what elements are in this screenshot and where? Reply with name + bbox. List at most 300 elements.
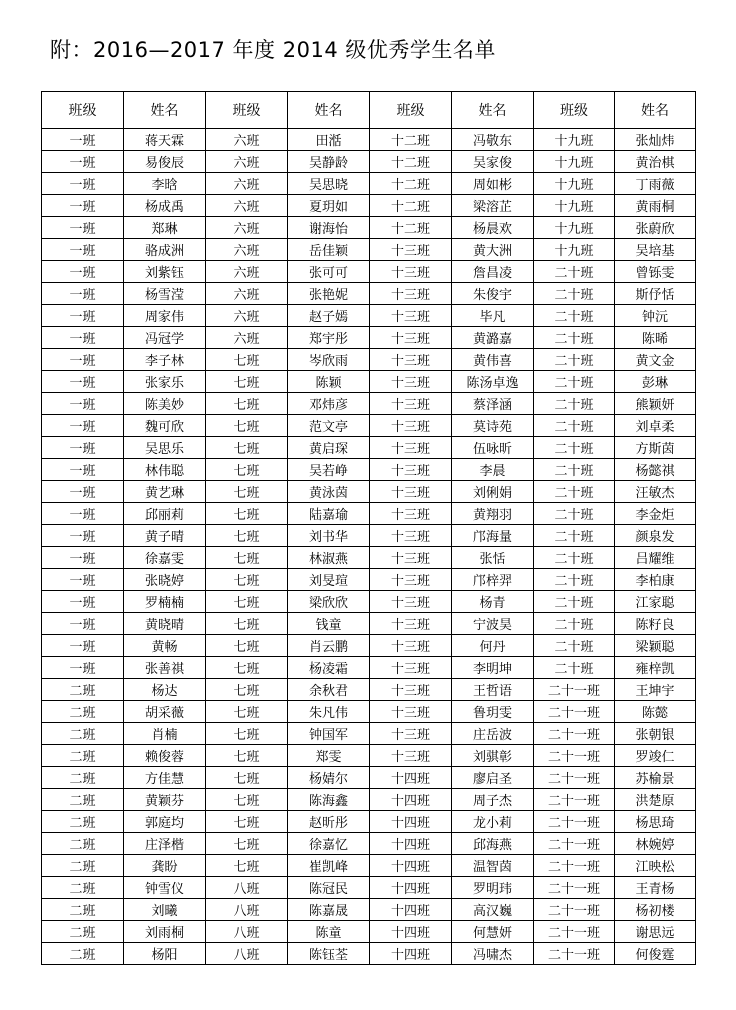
student-name-cell: 杨凌霜 — [288, 657, 370, 679]
student-name-cell: 林淑燕 — [288, 547, 370, 569]
student-name-cell: 雍梓凯 — [615, 657, 696, 679]
student-name-cell: 冯冠学 — [124, 327, 206, 349]
class-cell: 七班 — [206, 723, 288, 745]
student-name-cell: 刘曦 — [124, 899, 206, 921]
student-name-cell: 蒋天霖 — [124, 129, 206, 151]
student-name-cell: 梁欣欣 — [288, 591, 370, 613]
class-cell: 七班 — [206, 393, 288, 415]
class-cell: 七班 — [206, 503, 288, 525]
student-name-cell: 张恬 — [452, 547, 534, 569]
student-name-cell: 李晗 — [124, 173, 206, 195]
class-cell: 二十班 — [534, 261, 615, 283]
class-cell: 七班 — [206, 613, 288, 635]
class-cell: 二十一班 — [534, 877, 615, 899]
student-name-cell: 林婉婷 — [615, 833, 696, 855]
class-cell: 二班 — [42, 833, 124, 855]
student-name-cell: 龙小莉 — [452, 811, 534, 833]
student-name-cell: 杨阳 — [124, 943, 206, 965]
table-row — [42, 283, 696, 305]
class-cell: 十三班 — [370, 723, 452, 745]
student-name-cell: 杨晨欢 — [452, 217, 534, 239]
table-row — [42, 899, 696, 921]
class-cell: 十四班 — [370, 855, 452, 877]
student-name-cell: 黄艺琳 — [124, 481, 206, 503]
class-cell: 十三班 — [370, 371, 452, 393]
student-name-cell: 朱凡伟 — [288, 701, 370, 723]
class-cell: 二班 — [42, 877, 124, 899]
table-row — [42, 459, 696, 481]
class-cell: 十二班 — [370, 173, 452, 195]
student-name-cell: 岑欣雨 — [288, 349, 370, 371]
class-cell: 六班 — [206, 305, 288, 327]
class-cell: 十三班 — [370, 305, 452, 327]
class-cell: 二十班 — [534, 349, 615, 371]
table-row — [42, 767, 696, 789]
table-row — [42, 591, 696, 613]
class-cell: 一班 — [42, 635, 124, 657]
class-cell: 十二班 — [370, 129, 452, 151]
column-header-class: 班级 — [42, 92, 124, 129]
class-cell: 七班 — [206, 459, 288, 481]
student-name-cell: 邝梓羿 — [452, 569, 534, 591]
student-name-cell: 周家伟 — [124, 305, 206, 327]
student-name-cell: 肖楠 — [124, 723, 206, 745]
student-name-cell: 王青杨 — [615, 877, 696, 899]
class-cell: 一班 — [42, 151, 124, 173]
student-name-cell: 黄启琛 — [288, 437, 370, 459]
student-name-cell: 鲁玥雯 — [452, 701, 534, 723]
table-row — [42, 877, 696, 899]
student-name-cell: 罗明玮 — [452, 877, 534, 899]
student-name-cell: 钱童 — [288, 613, 370, 635]
class-cell: 二十班 — [534, 393, 615, 415]
student-name-cell: 刘卓柔 — [615, 415, 696, 437]
class-cell: 七班 — [206, 855, 288, 877]
table-row — [42, 173, 696, 195]
table-row — [42, 503, 696, 525]
table-row — [42, 547, 696, 569]
student-name-cell: 张可可 — [288, 261, 370, 283]
column-header-name: 姓名 — [124, 92, 206, 129]
class-cell: 六班 — [206, 327, 288, 349]
student-list-table — [41, 91, 696, 965]
student-name-cell: 李晨 — [452, 459, 534, 481]
table-row — [42, 943, 696, 965]
class-cell: 八班 — [206, 943, 288, 965]
class-cell: 一班 — [42, 129, 124, 151]
class-cell: 十三班 — [370, 613, 452, 635]
student-name-cell: 钟雪仪 — [124, 877, 206, 899]
student-name-cell: 张晓婷 — [124, 569, 206, 591]
class-cell: 十三班 — [370, 657, 452, 679]
student-name-cell: 陈海鑫 — [288, 789, 370, 811]
student-name-cell: 江映松 — [615, 855, 696, 877]
student-name-cell: 田湉 — [288, 129, 370, 151]
class-cell: 一班 — [42, 547, 124, 569]
class-cell: 二十一班 — [534, 745, 615, 767]
class-cell: 十三班 — [370, 679, 452, 701]
student-name-cell: 冯敬东 — [452, 129, 534, 151]
class-cell: 十九班 — [534, 151, 615, 173]
class-cell: 六班 — [206, 217, 288, 239]
student-name-cell: 陈钰荃 — [288, 943, 370, 965]
student-name-cell: 谢海怡 — [288, 217, 370, 239]
class-cell: 十九班 — [534, 195, 615, 217]
student-name-cell: 张家乐 — [124, 371, 206, 393]
student-name-cell: 吴家俊 — [452, 151, 534, 173]
student-name-cell: 高汉巍 — [452, 899, 534, 921]
student-name-cell: 郑雯 — [288, 745, 370, 767]
class-cell: 十三班 — [370, 701, 452, 723]
student-name-cell: 陈懿 — [615, 701, 696, 723]
class-cell: 一班 — [42, 613, 124, 635]
class-cell: 二班 — [42, 679, 124, 701]
table-row — [42, 305, 696, 327]
class-cell: 二十一班 — [534, 723, 615, 745]
class-cell: 七班 — [206, 569, 288, 591]
student-name-cell: 郭庭均 — [124, 811, 206, 833]
table-row — [42, 239, 696, 261]
class-cell: 七班 — [206, 437, 288, 459]
student-name-cell: 郑宇彤 — [288, 327, 370, 349]
student-name-cell: 罗竣仁 — [615, 745, 696, 767]
document-title: 附：2016—2017 年度 2014 级优秀学生名单 — [50, 38, 496, 62]
class-cell: 十三班 — [370, 327, 452, 349]
class-cell: 七班 — [206, 745, 288, 767]
class-cell: 十三班 — [370, 349, 452, 371]
student-name-cell: 汪敏杰 — [615, 481, 696, 503]
student-name-cell: 黄雨桐 — [615, 195, 696, 217]
class-cell: 十三班 — [370, 503, 452, 525]
class-cell: 七班 — [206, 591, 288, 613]
student-name-cell: 徐嘉忆 — [288, 833, 370, 855]
student-name-cell: 吴静龄 — [288, 151, 370, 173]
class-cell: 六班 — [206, 195, 288, 217]
student-name-cell: 黄文金 — [615, 349, 696, 371]
student-name-cell: 魏可欣 — [124, 415, 206, 437]
student-name-cell: 梁溶芷 — [452, 195, 534, 217]
student-name-cell: 谢思远 — [615, 921, 696, 943]
student-name-cell: 庄岳波 — [452, 723, 534, 745]
class-cell: 十二班 — [370, 195, 452, 217]
student-name-cell: 丁雨薇 — [615, 173, 696, 195]
class-cell: 二十班 — [534, 283, 615, 305]
table-row — [42, 437, 696, 459]
table-row — [42, 745, 696, 767]
student-name-cell: 吴培基 — [615, 239, 696, 261]
class-cell: 一班 — [42, 305, 124, 327]
class-cell: 十三班 — [370, 415, 452, 437]
student-name-cell: 崔凯峰 — [288, 855, 370, 877]
class-cell: 十三班 — [370, 745, 452, 767]
student-name-cell: 黄晓晴 — [124, 613, 206, 635]
class-cell: 八班 — [206, 877, 288, 899]
class-cell: 二十班 — [534, 327, 615, 349]
student-name-cell: 王坤宇 — [615, 679, 696, 701]
student-name-cell: 刘骐彰 — [452, 745, 534, 767]
student-name-cell: 杨思琦 — [615, 811, 696, 833]
class-cell: 七班 — [206, 657, 288, 679]
student-name-cell: 周子杰 — [452, 789, 534, 811]
student-name-cell: 张艳妮 — [288, 283, 370, 305]
student-name-cell: 陈颖 — [288, 371, 370, 393]
class-cell: 一班 — [42, 415, 124, 437]
student-name-cell: 江家聪 — [615, 591, 696, 613]
student-name-cell: 黄潞嘉 — [452, 327, 534, 349]
class-cell: 一班 — [42, 239, 124, 261]
class-cell: 一班 — [42, 349, 124, 371]
student-name-cell: 王哲语 — [452, 679, 534, 701]
student-name-cell: 洪楚原 — [615, 789, 696, 811]
class-cell: 十三班 — [370, 393, 452, 415]
student-name-cell: 李子林 — [124, 349, 206, 371]
class-cell: 二十一班 — [534, 943, 615, 965]
student-name-cell: 黄颖芬 — [124, 789, 206, 811]
class-cell: 二十一班 — [534, 855, 615, 877]
table-row — [42, 613, 696, 635]
table-body — [42, 129, 696, 965]
student-name-cell: 邱海燕 — [452, 833, 534, 855]
class-cell: 二十班 — [534, 525, 615, 547]
class-cell: 二十一班 — [534, 701, 615, 723]
student-name-cell: 吴若峥 — [288, 459, 370, 481]
table-row — [42, 657, 696, 679]
class-cell: 二十班 — [534, 547, 615, 569]
student-name-cell: 赵子嫣 — [288, 305, 370, 327]
student-name-cell: 陈晞 — [615, 327, 696, 349]
table-row — [42, 789, 696, 811]
class-cell: 二班 — [42, 855, 124, 877]
class-cell: 十四班 — [370, 811, 452, 833]
class-cell: 一班 — [42, 195, 124, 217]
table-row — [42, 371, 696, 393]
class-cell: 七班 — [206, 547, 288, 569]
class-cell: 一班 — [42, 657, 124, 679]
class-cell: 二班 — [42, 943, 124, 965]
class-cell: 一班 — [42, 217, 124, 239]
student-name-cell: 张蔚欣 — [615, 217, 696, 239]
class-cell: 七班 — [206, 789, 288, 811]
student-name-cell: 吴思晓 — [288, 173, 370, 195]
student-name-cell: 刘旻瑄 — [288, 569, 370, 591]
student-name-cell: 赵昕彤 — [288, 811, 370, 833]
class-cell: 二十一班 — [534, 899, 615, 921]
class-cell: 二班 — [42, 767, 124, 789]
class-cell: 二班 — [42, 811, 124, 833]
table-row — [42, 723, 696, 745]
student-name-cell: 梁颖聪 — [615, 635, 696, 657]
student-name-cell: 黄伟喜 — [452, 349, 534, 371]
table-row — [42, 679, 696, 701]
class-cell: 二十班 — [534, 481, 615, 503]
student-name-cell: 冯啸杰 — [452, 943, 534, 965]
class-cell: 一班 — [42, 327, 124, 349]
student-name-cell: 陆嘉瑜 — [288, 503, 370, 525]
student-name-cell: 郑琳 — [124, 217, 206, 239]
class-cell: 一班 — [42, 591, 124, 613]
table-row — [42, 855, 696, 877]
student-name-cell: 骆成洲 — [124, 239, 206, 261]
table-row — [42, 833, 696, 855]
class-cell: 十九班 — [534, 173, 615, 195]
student-name-cell: 张朝银 — [615, 723, 696, 745]
column-header-class: 班级 — [206, 92, 288, 129]
student-name-cell: 苏榆景 — [615, 767, 696, 789]
student-name-cell: 曾铄雯 — [615, 261, 696, 283]
column-header-name: 姓名 — [288, 92, 370, 129]
class-cell: 一班 — [42, 569, 124, 591]
student-name-cell: 何丹 — [452, 635, 534, 657]
class-cell: 十四班 — [370, 943, 452, 965]
class-cell: 十二班 — [370, 217, 452, 239]
student-name-cell: 詹昌凌 — [452, 261, 534, 283]
class-cell: 二十班 — [534, 569, 615, 591]
student-name-cell: 李柏康 — [615, 569, 696, 591]
student-name-cell: 岳佳颖 — [288, 239, 370, 261]
student-name-cell: 胡采薇 — [124, 701, 206, 723]
student-name-cell: 黄畅 — [124, 635, 206, 657]
student-name-cell: 刘紫钰 — [124, 261, 206, 283]
table-row — [42, 217, 696, 239]
student-name-cell: 张善祺 — [124, 657, 206, 679]
student-name-cell: 罗楠楠 — [124, 591, 206, 613]
class-cell: 二十班 — [534, 459, 615, 481]
table-row — [42, 261, 696, 283]
student-name-cell: 赖俊蓉 — [124, 745, 206, 767]
class-cell: 一班 — [42, 283, 124, 305]
class-cell: 一班 — [42, 437, 124, 459]
table-row — [42, 525, 696, 547]
student-name-cell: 邓炜彦 — [288, 393, 370, 415]
student-name-cell: 杨雪滢 — [124, 283, 206, 305]
student-name-cell: 林伟聪 — [124, 459, 206, 481]
student-name-cell: 钟国军 — [288, 723, 370, 745]
table-row — [42, 635, 696, 657]
student-name-cell: 夏玥如 — [288, 195, 370, 217]
class-cell: 七班 — [206, 415, 288, 437]
class-cell: 十九班 — [534, 239, 615, 261]
student-name-cell: 廖启圣 — [452, 767, 534, 789]
class-cell: 六班 — [206, 129, 288, 151]
student-name-cell: 杨达 — [124, 679, 206, 701]
class-cell: 八班 — [206, 921, 288, 943]
class-cell: 十三班 — [370, 261, 452, 283]
class-cell: 二班 — [42, 921, 124, 943]
student-name-cell: 龚盼 — [124, 855, 206, 877]
class-cell: 七班 — [206, 833, 288, 855]
class-cell: 二十一班 — [534, 679, 615, 701]
header-row — [42, 92, 696, 129]
class-cell: 一班 — [42, 371, 124, 393]
class-cell: 二十一班 — [534, 811, 615, 833]
student-name-cell: 庄泽楷 — [124, 833, 206, 855]
table-row — [42, 195, 696, 217]
class-cell: 七班 — [206, 811, 288, 833]
class-cell: 一班 — [42, 393, 124, 415]
student-name-cell: 刘书华 — [288, 525, 370, 547]
class-cell: 二班 — [42, 789, 124, 811]
class-cell: 八班 — [206, 899, 288, 921]
column-header-class: 班级 — [534, 92, 615, 129]
class-cell: 二十一班 — [534, 789, 615, 811]
class-cell: 十四班 — [370, 877, 452, 899]
column-header-name: 姓名 — [615, 92, 696, 129]
student-name-cell: 徐嘉雯 — [124, 547, 206, 569]
student-name-cell: 杨青 — [452, 591, 534, 613]
student-name-cell: 李明坤 — [452, 657, 534, 679]
class-cell: 十四班 — [370, 899, 452, 921]
class-cell: 六班 — [206, 283, 288, 305]
class-cell: 十四班 — [370, 833, 452, 855]
student-name-cell: 黄治棋 — [615, 151, 696, 173]
class-cell: 二十班 — [534, 613, 615, 635]
class-cell: 二十班 — [534, 415, 615, 437]
student-name-cell: 蔡泽涵 — [452, 393, 534, 415]
table-row — [42, 327, 696, 349]
class-cell: 二十班 — [534, 437, 615, 459]
class-cell: 六班 — [206, 173, 288, 195]
class-cell: 七班 — [206, 371, 288, 393]
student-name-cell: 杨成禹 — [124, 195, 206, 217]
class-cell: 七班 — [206, 701, 288, 723]
class-cell: 十三班 — [370, 635, 452, 657]
class-cell: 二十一班 — [534, 767, 615, 789]
class-cell: 六班 — [206, 239, 288, 261]
class-cell: 一班 — [42, 459, 124, 481]
student-name-cell: 何慧妍 — [452, 921, 534, 943]
class-cell: 二班 — [42, 701, 124, 723]
table-row — [42, 151, 696, 173]
table-row — [42, 129, 696, 151]
class-cell: 二十一班 — [534, 921, 615, 943]
class-cell: 二班 — [42, 723, 124, 745]
student-name-cell: 黄翔羽 — [452, 503, 534, 525]
class-cell: 十三班 — [370, 239, 452, 261]
student-name-cell: 陈嘉晟 — [288, 899, 370, 921]
class-cell: 二班 — [42, 745, 124, 767]
student-name-cell: 熊颖妍 — [615, 393, 696, 415]
student-name-cell: 刘俐娟 — [452, 481, 534, 503]
student-name-cell: 余秋君 — [288, 679, 370, 701]
student-name-cell: 朱俊宇 — [452, 283, 534, 305]
student-name-cell: 黄大洲 — [452, 239, 534, 261]
student-name-cell: 杨婧尔 — [288, 767, 370, 789]
column-header-name: 姓名 — [452, 92, 534, 129]
student-name-cell: 陈冠民 — [288, 877, 370, 899]
class-cell: 一班 — [42, 261, 124, 283]
student-name-cell: 斯伃恬 — [615, 283, 696, 305]
class-cell: 七班 — [206, 635, 288, 657]
student-name-cell: 陈籽良 — [615, 613, 696, 635]
student-name-cell: 李金炬 — [615, 503, 696, 525]
student-name-cell: 杨懿祺 — [615, 459, 696, 481]
student-name-cell: 杨初楼 — [615, 899, 696, 921]
student-name-cell: 易俊辰 — [124, 151, 206, 173]
student-name-cell: 吴思乐 — [124, 437, 206, 459]
table-row — [42, 415, 696, 437]
student-name-cell: 温智茵 — [452, 855, 534, 877]
student-name-cell: 黄泳茵 — [288, 481, 370, 503]
student-name-cell: 方佳慧 — [124, 767, 206, 789]
student-name-cell: 伍咏昕 — [452, 437, 534, 459]
class-cell: 十三班 — [370, 459, 452, 481]
class-cell: 二十班 — [534, 591, 615, 613]
class-cell: 十九班 — [534, 217, 615, 239]
student-name-cell: 方斯茵 — [615, 437, 696, 459]
student-name-cell: 陈童 — [288, 921, 370, 943]
class-cell: 十三班 — [370, 547, 452, 569]
student-name-cell: 黄子晴 — [124, 525, 206, 547]
